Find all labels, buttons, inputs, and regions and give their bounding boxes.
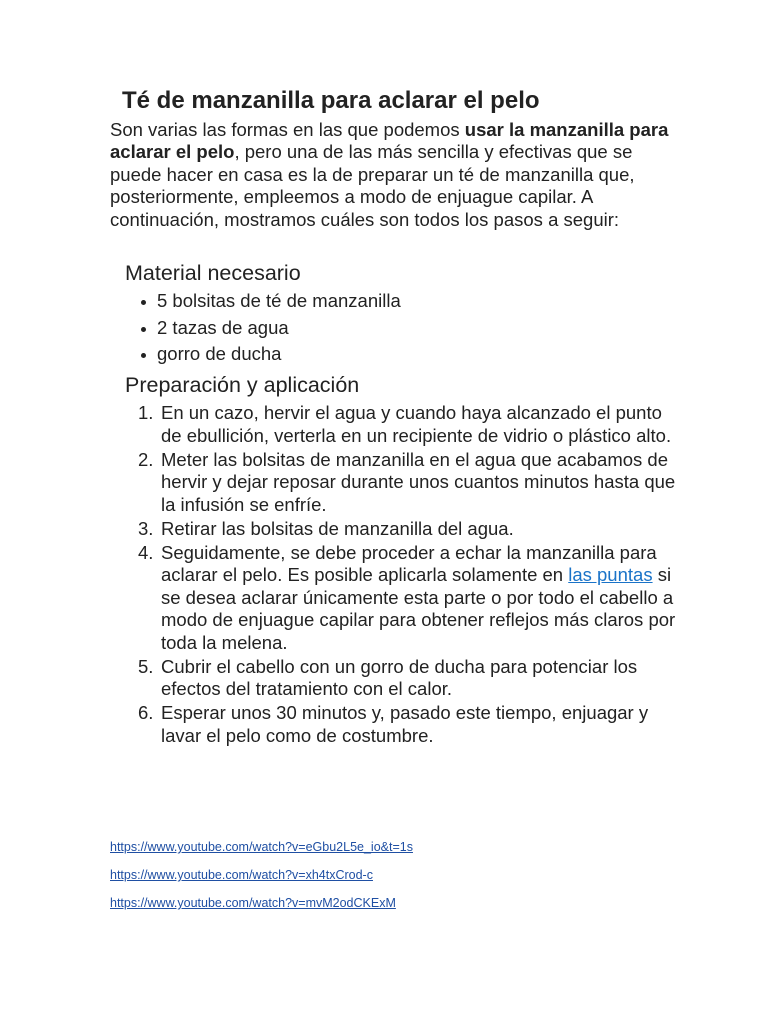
materials-list: [138, 288, 401, 368]
list-item: [138, 315, 401, 342]
step-text-after-link: si se desea aclarar únicamente esta parte o por todo el cabello a modo de enjuague capilar para obtener reflejos más claros por toda la melena.: [161, 564, 676, 653]
step-item: [138, 402, 683, 447]
step-text: En un cazo, hervir el agua y cuando haya alcanzado el punto de ebullición, verterla en un recipiente de vidrio o plástico alto.: [161, 402, 672, 446]
preparation-heading: Preparación y aplicación: [125, 373, 360, 397]
step-item: [138, 449, 683, 517]
video-link-3[interactable]: https://www.youtube.com/watch?v=mvM2odCKExM: [110, 896, 396, 910]
step-number: 6.: [138, 702, 154, 723]
list-item: [110, 866, 413, 894]
video-links-list: [110, 838, 413, 922]
step-number: 3.: [138, 517, 154, 539]
step-item: [138, 518, 683, 541]
step-number: 5.: [138, 655, 154, 677]
step-item: [138, 656, 683, 701]
intro-bold-text: usar la manzanilla para aclarar el pelo: [110, 119, 669, 163]
material-item-text: 2 tazas de agua: [157, 316, 289, 338]
bullet-icon: [141, 327, 146, 332]
intro-text-2: , pero una de las más sencilla y efectivas que se puede hacer en casa es la de preparar un té de manzanilla que, posteriormente, empleemos a modo de enjuague capilar. A continuación, mostramos cuáles son todos los pasos a seguir:: [110, 141, 635, 230]
list-item: [138, 341, 401, 368]
step-text-before-link: Seguidamente, se debe proceder a echar la manzanilla para aclarar el pelo. Es posible aplicarla solamente en: [161, 541, 657, 585]
intro-text-1: Son varias las formas en las que podemos: [110, 119, 465, 140]
step-text: Cubrir el cabello con un gorro de ducha para potenciar los efectos del tratamiento con el calor.: [161, 655, 638, 699]
video-link-1[interactable]: https://www.youtube.com/watch?v=eGbu2L5e_io&t=1s: [110, 840, 413, 854]
intro-paragraph: [110, 119, 670, 231]
list-item: [138, 288, 401, 315]
bullet-icon: [141, 353, 146, 358]
step-text: Retirar las bolsitas de manzanilla del agua.: [161, 517, 514, 539]
step-text: Esperar unos 30 minutos y, pasado este tiempo, enjuagar y lavar el pelo como de costumbre.: [161, 702, 649, 746]
step-number: 2.: [138, 448, 154, 470]
step-item: [138, 702, 683, 747]
step-item: [138, 542, 683, 655]
step-text: Meter las bolsitas de manzanilla en el agua que acabamos de hervir y dejar reposar durante unos cuantos minutos hasta que la infusión se enfríe.: [161, 448, 676, 515]
list-item: [110, 838, 413, 866]
las-puntas-link[interactable]: las puntas: [568, 564, 653, 585]
page-title: Té de manzanilla para aclarar el pelo: [122, 87, 540, 114]
step-number: 4.: [138, 541, 154, 563]
video-link-2[interactable]: https://www.youtube.com/watch?v=xh4txCrod-c: [110, 868, 373, 882]
bullet-icon: [141, 300, 146, 305]
material-item-text: gorro de ducha: [157, 343, 282, 364]
material-item-text: 5 bolsitas de té de manzanilla: [157, 290, 401, 311]
list-item: [110, 894, 413, 922]
step-number: 1.: [138, 402, 154, 423]
preparation-steps: [138, 402, 683, 749]
materials-heading: Material necesario: [125, 261, 301, 285]
